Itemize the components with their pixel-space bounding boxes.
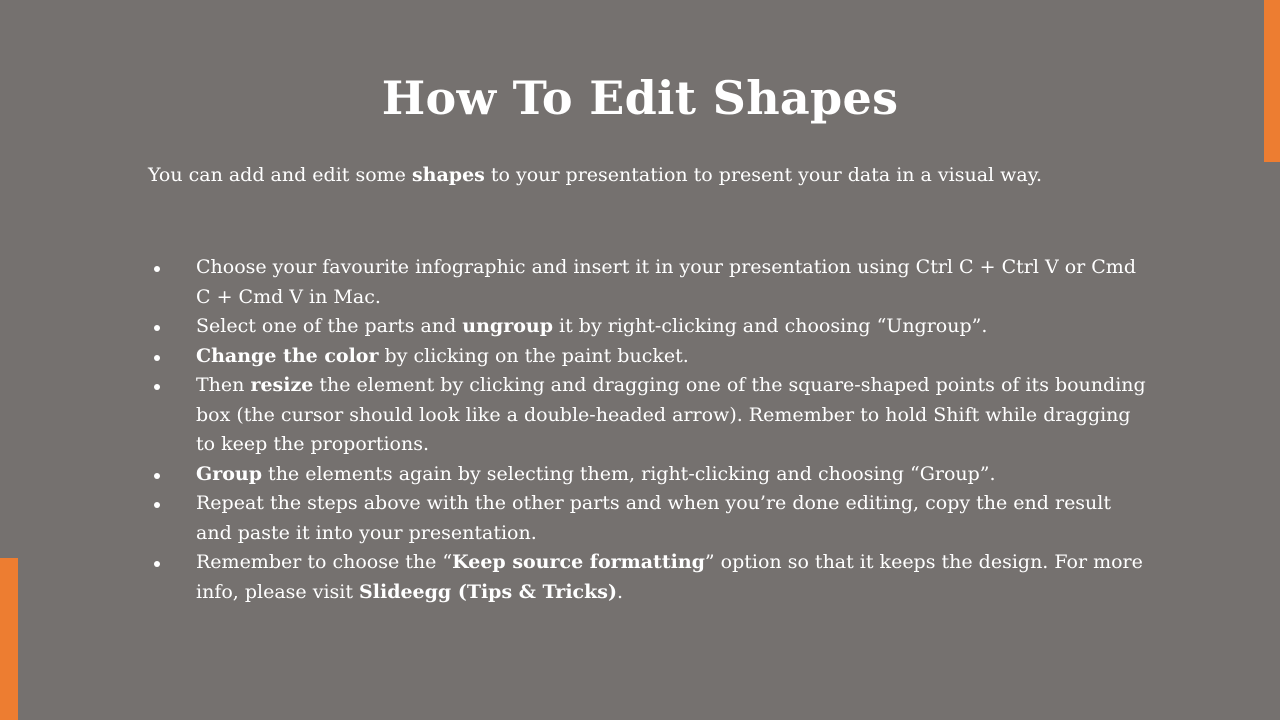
instruction-list xyxy=(148,253,1148,607)
list-item-text: ” option so that it keeps the design. For more info, please visit xyxy=(196,551,1143,603)
list-item-text: by clicking on the paint bucket. xyxy=(378,344,689,367)
slide-title: How To Edit Shapes xyxy=(381,71,899,125)
list-item-text: Repeat the steps above with the other parts and when you’re done editing, copy the end result and paste it into your presentation. xyxy=(196,492,1112,544)
list-item xyxy=(148,548,1148,607)
intro-text-end: to your presentation to present your data in a visual way. xyxy=(484,164,1043,186)
bullet-dot-icon xyxy=(154,266,160,272)
list-item-bold: Change the color xyxy=(196,344,379,367)
intro-text: You can add and edit some xyxy=(148,164,412,186)
list-item xyxy=(148,371,1148,460)
list-item-text: Then xyxy=(196,374,251,396)
list-item xyxy=(148,489,1148,548)
accent-bar-bottom-left xyxy=(0,558,18,720)
list-item xyxy=(148,253,1148,312)
bullet-dot-icon xyxy=(154,502,160,508)
list-item-bold: Keep source formatting xyxy=(452,551,705,573)
list-item-text: Select one of the parts and xyxy=(196,315,463,337)
bullet-dot-icon xyxy=(154,325,160,331)
list-item-text: Remember to choose the “ xyxy=(196,551,453,573)
list-item xyxy=(148,342,1148,372)
bullet-dot-icon xyxy=(154,355,160,361)
list-item-bold: resize xyxy=(250,374,314,396)
intro-paragraph xyxy=(148,160,1148,190)
list-item xyxy=(148,460,1148,490)
list-item-text: the element by clicking and dragging one of the square-shaped points of its bounding box (the cursor should look like a double-headed arrow). Remember to hold Shift while dragging to keep the proportions. xyxy=(196,374,1146,455)
list-item-text: it by right-clicking and choosing “Ungroup”. xyxy=(553,315,988,337)
list-item-text: Choose your favourite infographic and insert it in your presentation using Ctrl C + Ctrl V or Cmd C + Cmd V in Mac. xyxy=(196,256,1136,308)
list-item xyxy=(148,312,1148,342)
bullet-dot-icon xyxy=(154,473,160,479)
bullet-dot-icon xyxy=(154,561,160,567)
intro-bold-text: shapes xyxy=(411,164,485,186)
slideegg-link[interactable]: Slideegg (Tips & Tricks) xyxy=(359,580,617,603)
bullet-dot-icon xyxy=(154,384,160,390)
list-item-bold: ungroup xyxy=(462,315,553,337)
list-item-text: . xyxy=(616,580,623,603)
list-item-text: the elements again by selecting them, right-clicking and choosing “Group”. xyxy=(262,462,996,485)
list-item-bold: Group xyxy=(196,462,263,485)
